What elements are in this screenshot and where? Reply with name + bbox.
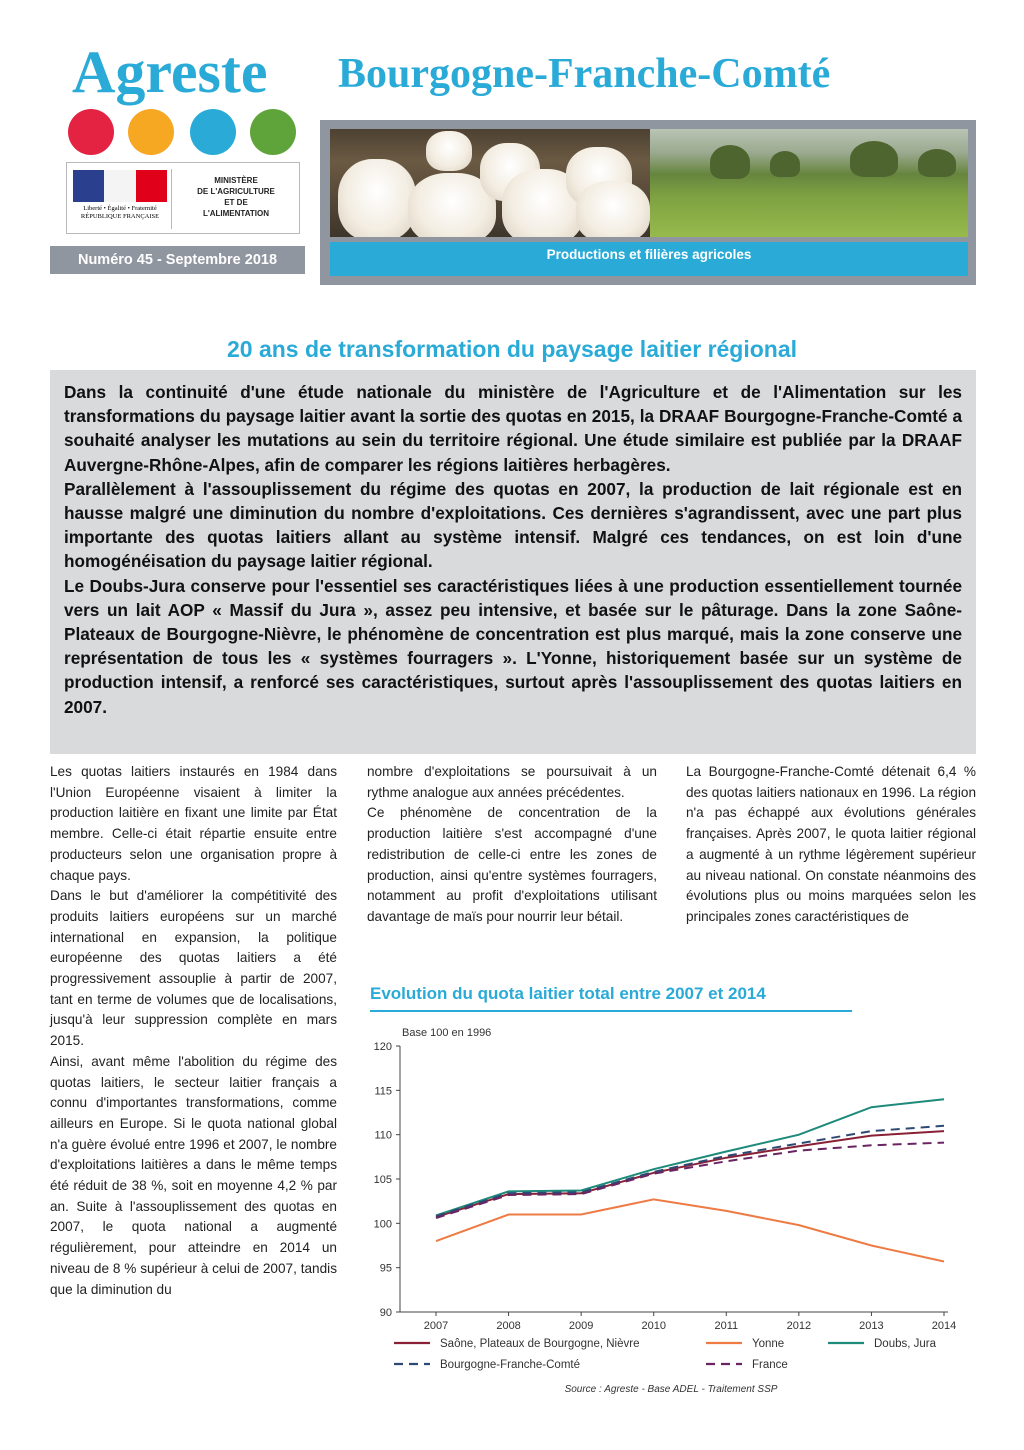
header-photo-frame (320, 120, 976, 285)
pasture-photo (650, 129, 968, 237)
x-tick-label: 2008 (496, 1320, 521, 1332)
x-tick-label: 2007 (423, 1320, 449, 1332)
y-tick-label: 110 (374, 1129, 392, 1142)
body-paragraph: Dans le but d'améliorer la compétitivité des produits laitiers européens sur un marché international en expansion, la politique européenne des quotas laitiers a été progressivement assouplie à partir de 2007, tant en terme de volumes que de localisations, jusqu'à leur suppression complète en mars 2015. (50, 888, 337, 1049)
issue-number: Numéro 45 - Septembre 2018 (50, 246, 305, 274)
brand-dot-red (68, 109, 114, 155)
ministry-name: MINISTÈRE DE L'AGRICULTURE ET DE L'ALIMENTATION (197, 176, 275, 218)
y-tick-label: 105 (373, 1174, 392, 1186)
body-paragraph: Ainsi, avant même l'abolition du régime des quotas laitiers, le secteur laitier français a connu d'importantes transformations, comme ailleurs en Europe. Si le quota national global n'a guère évolué entre 1996 et 2007, le nombre d'exploitations laitières a dans le même temps été réduit de 38 %, soit en moyenne 4,2 % par an. Suite à l'assouplissement des quotas en 2007, le quota national a augmenté régulièrement, pour atteindre en 2014 un niveau de 8 % supérieur à celui de 2007, tandis que la diminution du (50, 1053, 337, 1297)
y-axis-label: Base 100 en 1996 (402, 1027, 492, 1039)
republic-motto: Liberté • Égalité • Fraternité RÉPUBLIQUE FRANÇAISE (80, 205, 160, 220)
series-line-doubs-jura (436, 1099, 944, 1215)
series-line-bourgogne-franche-comt- (436, 1126, 944, 1216)
text-column-2 (367, 762, 657, 928)
body-paragraph: nombre d'exploitations se poursuivait à un rythme analogue aux années précédentes. (367, 764, 657, 800)
legend-label: Saône, Plateaux de Bourgogne, Nièvre (440, 1338, 640, 1350)
article-title: 20 ans de transformation du paysage laitier régional (226, 336, 798, 362)
subject-banner: Productions et filières agricoles (330, 242, 968, 276)
abstract-paragraph: Parallèlement à l'assouplissement du régime des quotas en 2007, la production de lait régionale est en hausse malgré une diminution du nombre d'exploitations. Ces dernières s'agrandissent, avec une part plus importante des quotas laitiers allant au système intensif. Malgré ces tendances, on est loin d'une homogénéisation du paysage laitier régional. (64, 478, 962, 572)
x-tick-label: 2011 (714, 1320, 739, 1332)
x-tick-label: 2013 (859, 1320, 884, 1332)
quota-line-chart (366, 1020, 976, 1382)
cows-photo (330, 129, 650, 237)
body-paragraph: Ce phénomène de concentration de la production laitière s'est accompagné d'une redistribution de celle-ci entre les zones de production, ainsi qu'entre systèmes fourragers, notamment au profit d'exploitations utilisant davantage de maïs pour nourrir leur bétail. (367, 805, 657, 924)
y-tick-label: 90 (379, 1307, 392, 1319)
series-line-yonne (436, 1199, 944, 1261)
chart-title: Evolution du quota laitier total entre 2007 et 2014 (370, 984, 852, 1012)
y-tick-label: 100 (373, 1218, 392, 1231)
brand-dot-blue (190, 109, 236, 155)
region-title: Bourgogne-Franche-Comté (338, 51, 831, 97)
body-paragraph: Les quotas laitiers instaurés en 1984 dans l'Union Européenne visaient à limiter la production laitière en fixant une limite par État membre. Celle-ci était répartie ensuite entre producteurs selon une organisation propre à chaque pays. (50, 764, 337, 883)
text-column-3 (686, 762, 976, 928)
french-flag-icon (73, 170, 167, 202)
y-tick-label: 95 (379, 1262, 392, 1275)
chart-source: Source : Agreste - Base ADEL - Traitement SSP (564, 1384, 778, 1395)
header-photo (330, 129, 968, 237)
abstract-paragraph: Dans la continuité d'une étude nationale du ministère de l'Agriculture et de l'Alimentation sur les transformations du paysage laitier avant la sortie des quotas en 2015, la DRAAF Bourgogne-Franche-Comté a souhaité analyser les mutations au sein du territoire régional. Une étude similaire est publiée par la DRAAF Auvergne-Rhône-Alpes, afin de comparer les régions laitières herbagères. (64, 382, 962, 475)
y-tick-label: 115 (374, 1085, 392, 1098)
republic-logo (73, 170, 167, 228)
legend-label: Doubs, Jura (874, 1338, 937, 1350)
series-line-france (436, 1143, 944, 1218)
ministry-divider (171, 169, 172, 229)
chart-series (436, 1099, 944, 1261)
body-paragraph: La Bourgogne-Franche-Comté détenait 6,4 % des quotas laitiers nationaux en 1996. La région n'a pas échappé aux évolutions générales françaises. Après 2007, le quota laitier régional a augmenté à un rythme légèrement supérieur au niveau national. On constate néanmoins des évolutions plus ou moins marquées selon les principales zones caractéristiques de (686, 764, 976, 924)
legend-label: Bourgogne-Franche-Comté (440, 1359, 580, 1371)
chart-legend (394, 1338, 937, 1371)
legend-label: France (752, 1359, 788, 1371)
x-tick-label: 2014 (931, 1320, 957, 1332)
x-tick-label: 2012 (786, 1320, 812, 1332)
brand-dot-green (250, 109, 296, 155)
chart-axes (374, 1041, 957, 1332)
x-tick-label: 2010 (641, 1320, 666, 1332)
y-tick-label: 120 (373, 1041, 392, 1053)
agreste-brand: Agreste (72, 39, 268, 105)
ministry-logo (66, 162, 300, 234)
brand-dot-orange (128, 109, 174, 155)
article-abstract (50, 370, 976, 754)
text-column-1 (50, 762, 337, 1300)
legend-label: Yonne (752, 1338, 785, 1350)
abstract-paragraph: Le Doubs-Jura conserve pour l'essentiel ses caractéristiques liées à une production essentiellement tournée vers un lait AOP « Massif du Jura », assez peu intensive, et basée sur le pâturage. Dans la zone Saône-Plateaux de Bourgogne-Nièvre, le phénomène de concentration est plus marqué, mais la zone conserve une représentation de tous les « systèmes fourragers ». L'Yonne, historiquement basée sur un système de production intensif, a renforcé ses caractéristiques, surtout après l'assouplissement des quotas laitiers en 2007. (64, 575, 962, 717)
x-tick-label: 2009 (568, 1320, 594, 1332)
